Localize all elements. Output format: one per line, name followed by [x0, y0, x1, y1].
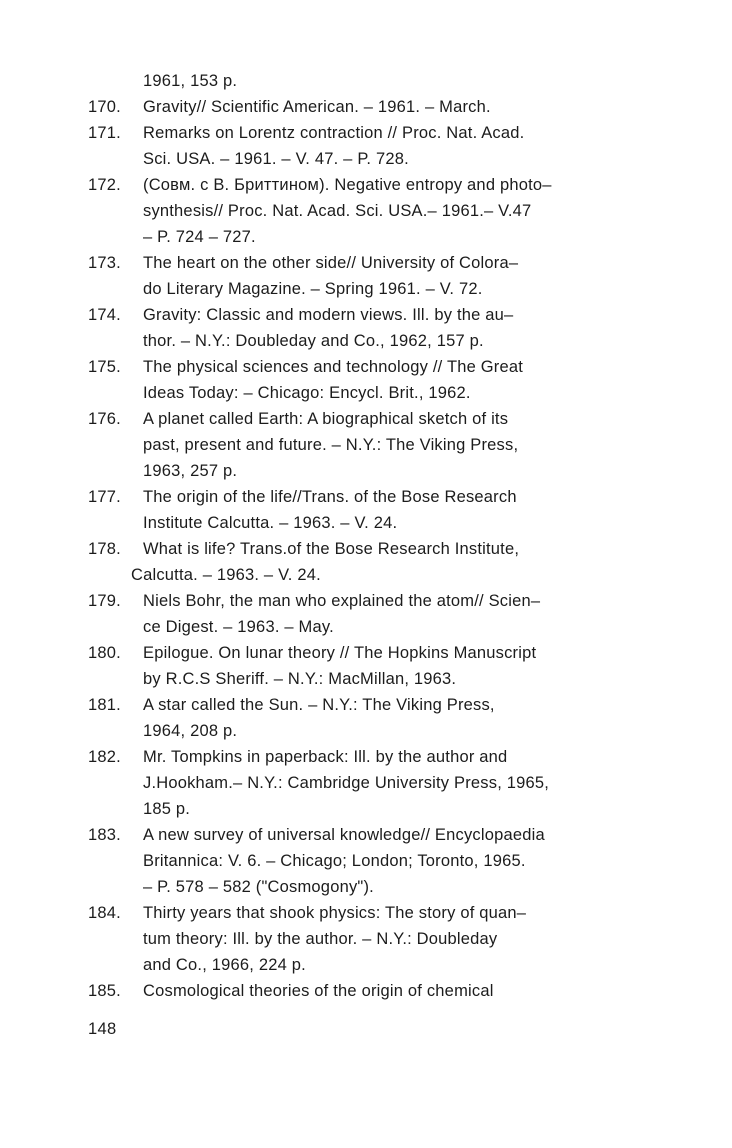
entry-line: Sci. USA. – 1961. – V. 47. – P. 728.: [143, 150, 409, 168]
entry-text: [143, 484, 668, 536]
entry-number: 182.: [88, 748, 121, 766]
page-number: 148: [88, 1020, 117, 1038]
entry-number: 184.: [88, 904, 121, 922]
bibliography-entry: [88, 354, 668, 406]
entry-text: [143, 588, 668, 640]
entry-text: [143, 978, 668, 1004]
entry-line: 1961, 153 p.: [143, 72, 238, 90]
entry-number: 170.: [88, 98, 121, 116]
bibliography-entry: [88, 250, 668, 302]
entry-line: The origin of the life//Trans. of the Bose Research: [143, 488, 517, 506]
entry-text: [143, 302, 668, 354]
entry-line: Gravity// Scientific American. – 1961. – March.: [143, 98, 491, 116]
entry-line: The heart on the other side// University of Colora–: [143, 254, 519, 272]
entry-text: [143, 406, 668, 484]
entry-number: 185.: [88, 982, 121, 1000]
bibliography-entry: [88, 302, 668, 354]
entry-number: 179.: [88, 592, 121, 610]
entry-line: Remarks on Lorentz contraction // Proc. Nat. Acad.: [143, 124, 525, 142]
entry-line: Cosmological theories of the origin of chemical: [143, 982, 494, 1000]
entry-text: [143, 640, 668, 692]
entry-text: [143, 822, 668, 900]
entry-line: do Literary Magazine. – Spring 1961. – V. 72.: [143, 280, 483, 298]
entry-line: synthesis// Proc. Nat. Acad. Sci. USA.– 1961.– V.47: [143, 202, 532, 220]
entry-number: 174.: [88, 306, 121, 324]
bibliography-entry: [88, 822, 668, 900]
entry-line: tum theory: Ill. by the author. – N.Y.: Doubleday: [143, 930, 498, 948]
entry-number: 180.: [88, 644, 121, 662]
entry-text: [143, 744, 668, 822]
entry-text: [143, 250, 668, 302]
entry-text: [143, 94, 668, 120]
entry-line: Calcutta. – 1963. – V. 24.: [131, 566, 321, 584]
bibliography-entry: [88, 640, 668, 692]
bibliography-entry: [88, 978, 668, 1004]
entry-number: 178.: [88, 540, 121, 558]
entry-number: 171.: [88, 124, 121, 142]
entry-line: What is life? Trans.of the Bose Research Institute,: [143, 540, 520, 558]
bibliography-list: [88, 68, 668, 1004]
entry-line: The physical sciences and technology // The Great: [143, 358, 524, 376]
bibliography-entry: [88, 68, 668, 94]
entry-line: – P. 578 – 582 ("Cosmogony").: [143, 878, 374, 896]
entry-text: [143, 68, 668, 94]
entry-number: 175.: [88, 358, 121, 376]
entry-line: Britannica: V. 6. – Chicago; London; Toronto, 1965.: [143, 852, 526, 870]
entry-line: Thirty years that shook physics: The story of quan–: [143, 904, 527, 922]
entry-number: 172.: [88, 176, 121, 194]
entry-text: [131, 536, 668, 588]
entry-text: [143, 692, 668, 744]
bibliography-entry: [88, 172, 668, 250]
entry-line: – P. 724 – 727.: [143, 228, 256, 246]
entry-line: A new survey of universal knowledge// Encyclopaedia: [143, 826, 545, 844]
bibliography-entry: [88, 484, 668, 536]
entry-number: 183.: [88, 826, 121, 844]
entry-line: Institute Calcutta. – 1963. – V. 24.: [143, 514, 398, 532]
entry-text: [143, 172, 668, 250]
entry-number: 176.: [88, 410, 121, 428]
entry-number: 181.: [88, 696, 121, 714]
entry-text: [143, 120, 668, 172]
bibliography-entry: [88, 900, 668, 978]
entry-line: thor. – N.Y.: Doubleday and Co., 1962, 157 p.: [143, 332, 484, 350]
entry-number: 173.: [88, 254, 121, 272]
bibliography-entry: [88, 692, 668, 744]
bibliography-entry: [88, 406, 668, 484]
entry-line: Ideas Today: – Chicago: Encycl. Brit., 1962.: [143, 384, 471, 402]
bibliography-entry: [88, 588, 668, 640]
entry-line: Mr. Tompkins in paperback: Ill. by the author and: [143, 748, 508, 766]
entry-line: by R.C.S Sheriff. – N.Y.: MacMillan, 1963.: [143, 670, 457, 688]
entry-line: J.Hookham.– N.Y.: Cambridge University Press, 1965,: [143, 774, 550, 792]
entry-number: 177.: [88, 488, 121, 506]
entry-line: Niels Bohr, the man who explained the atom// Scien–: [143, 592, 541, 610]
bibliography-entry: [88, 536, 668, 588]
entry-text: [143, 354, 668, 406]
bibliography-entry: [88, 744, 668, 822]
entry-text: [143, 900, 668, 978]
entry-line: A star called the Sun. – N.Y.: The Viking Press,: [143, 696, 495, 714]
entry-line: A planet called Earth: A biographical sketch of its: [143, 410, 509, 428]
entry-line: 1963, 257 p.: [143, 462, 238, 480]
entry-line: (Совм. с В. Бриттином). Negative entropy and photo–: [143, 176, 552, 194]
bibliography-entry: [88, 120, 668, 172]
entry-line: 1964, 208 p.: [143, 722, 238, 740]
entry-line: and Co., 1966, 224 p.: [143, 956, 306, 974]
entry-line: Gravity: Classic and modern views. Ill. by the au–: [143, 306, 514, 324]
bibliography-entry: [88, 94, 668, 120]
entry-line: 185 p.: [143, 800, 191, 818]
entry-line: ce Digest. – 1963. – May.: [143, 618, 334, 636]
entry-line: Epilogue. On lunar theory // The Hopkins Manuscript: [143, 644, 537, 662]
entry-line: past, present and future. – N.Y.: The Viking Press,: [143, 436, 519, 454]
